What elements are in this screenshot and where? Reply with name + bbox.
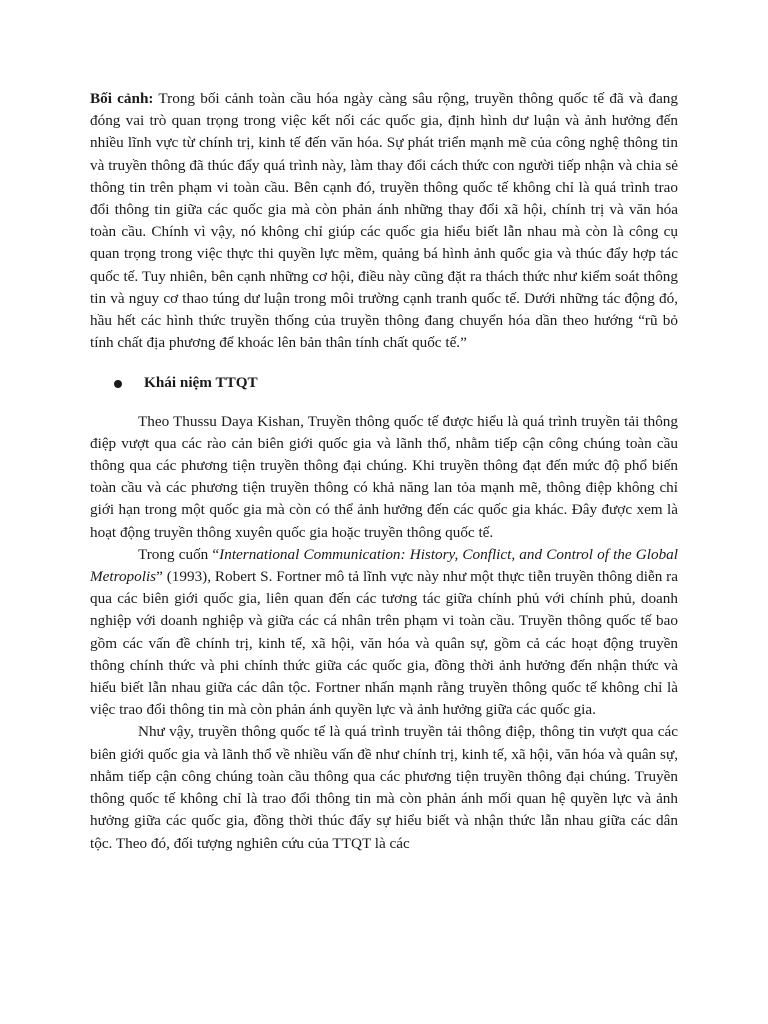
context-text: Trong bối cảnh toàn cầu hóa ngày càng sâu rộng, truyền thông quốc tế đã và đang đóng vai trò quan trọng trong việc kết nối các quốc gia, định hình dư luận và ảnh hưởng đến nhiều lĩnh vực từ chính trị, kinh tế đến văn hóa. Sự phát triển mạnh mẽ của công nghệ thông tin và truyền thông đã thúc đẩy quá trình này, làm thay đổi cách thức con người tiếp nhận và chia sẻ thông tin trên phạm vi toàn cầu. Bên cạnh đó, truyền thông quốc tế không chỉ là quá trình trao đổi thông tin giữa các quốc gia mà còn phản ánh những thay đổi xã hội, chính trị và văn hóa toàn cầu. Chính vì vậy, nó không chỉ giúp các quốc gia hiểu biết lẫn nhau mà còn là công cụ quan trọng trong việc thực thi quyền lực mềm, quảng bá hình ảnh quốc gia và thúc đẩy hợp tác quốc tế. Tuy nhiên, bên cạnh những cơ hội, điều này cũng đặt ra thách thức như kiểm soát thông tin và nguy cơ thao túng dư luận trong môi trường cạnh tranh quốc tế. Dưới những tác động đó, hầu hết các hình thức truyền thống của truyền thông đang chuyển hóa dần theo hướng “rũ bỏ tính chất địa phương để khoác lên bản thân tính chất quốc tế.” [90, 90, 678, 352]
paragraph-fortner-rest: ” (1993), Robert S. Fortner mô tả lĩnh vực này như một thực tiễn truyền thông diễn ra qua các biên giới quốc gia, liên quan đến các tương tác giữa chính phủ với chính phủ, doanh nghiệp với doanh nghiệp và giữa các cá nhân trên phạm vi toàn cầu. Truyền thông quốc tế bao gồm các vấn đề chính trị, kinh tế, xã hội, văn hóa và quân sự, gồm cả các hoạt động truyền thông chính thức và phi chính thức giữa các quốc gia, đồng thời ảnh hưởng đến nhận thức và hiểu biết lẫn nhau giữa các dân tộc. Fortner nhấn mạnh rằng truyền thông quốc tế không chỉ là việc trao đổi thông tin mà còn phản ánh quyền lực và ảnh hưởng giữa các quốc gia. [90, 568, 678, 719]
book-title: International Communication: History, Conflict, and Control of the Global Metropolis [90, 545, 678, 586]
paragraph-summary: Như vậy, truyền thông quốc tế là quá trình truyền tải thông điệp, thông tin vượt qua các biên giới quốc gia và lãnh thổ về nhiều vấn đề như chính trị, kinh tế, xã hội, văn hóa và quân sự, nhằm tiếp cận công chúng toàn cầu thông qua các phương tiện truyền thông đại chúng. Truyền thông quốc tế không chỉ là trao đổi thông tin mà còn phản ánh mối quan hệ quyền lực và ảnh hưởng giữa các quốc gia, đồng thời thúc đẩy sự hiểu biết và nhận thức lẫn nhau giữa các dân tộc. Theo đó, đối tượng nghiên cứu của TTQT là các [90, 723, 678, 852]
paragraph-fortner [90, 544, 678, 722]
context-paragraph [90, 88, 678, 354]
bullet-icon [114, 380, 122, 388]
paragraph-fortner-prefix: Trong cuốn “ [138, 545, 220, 563]
context-label: Bối cảnh: [90, 90, 154, 107]
document-page [90, 88, 678, 855]
section-heading [90, 372, 678, 394]
section-heading-text: Khái niệm TTQT [144, 374, 258, 392]
paragraph-definition-thussu: Theo Thussu Daya Kishan, Truyền thông quốc tế được hiểu là quá trình truyền tải thông điệp vượt qua các rào cản biên giới quốc gia và lãnh thổ, nhằm tiếp cận công chúng toàn cầu thông qua các phương tiện truyền thông đại chúng. Khi truyền thông đạt đến mức độ phổ biến toàn cầu và các phương tiện truyền thông có khả năng lan tỏa mạnh mẽ, thông điệp không chỉ giới hạn trong một quốc gia mà còn có thể ảnh hưởng đến các quốc gia khác. Đây được xem là hoạt động truyền thông xuyên quốc gia hoặc truyền thông quốc tế. [90, 412, 678, 541]
